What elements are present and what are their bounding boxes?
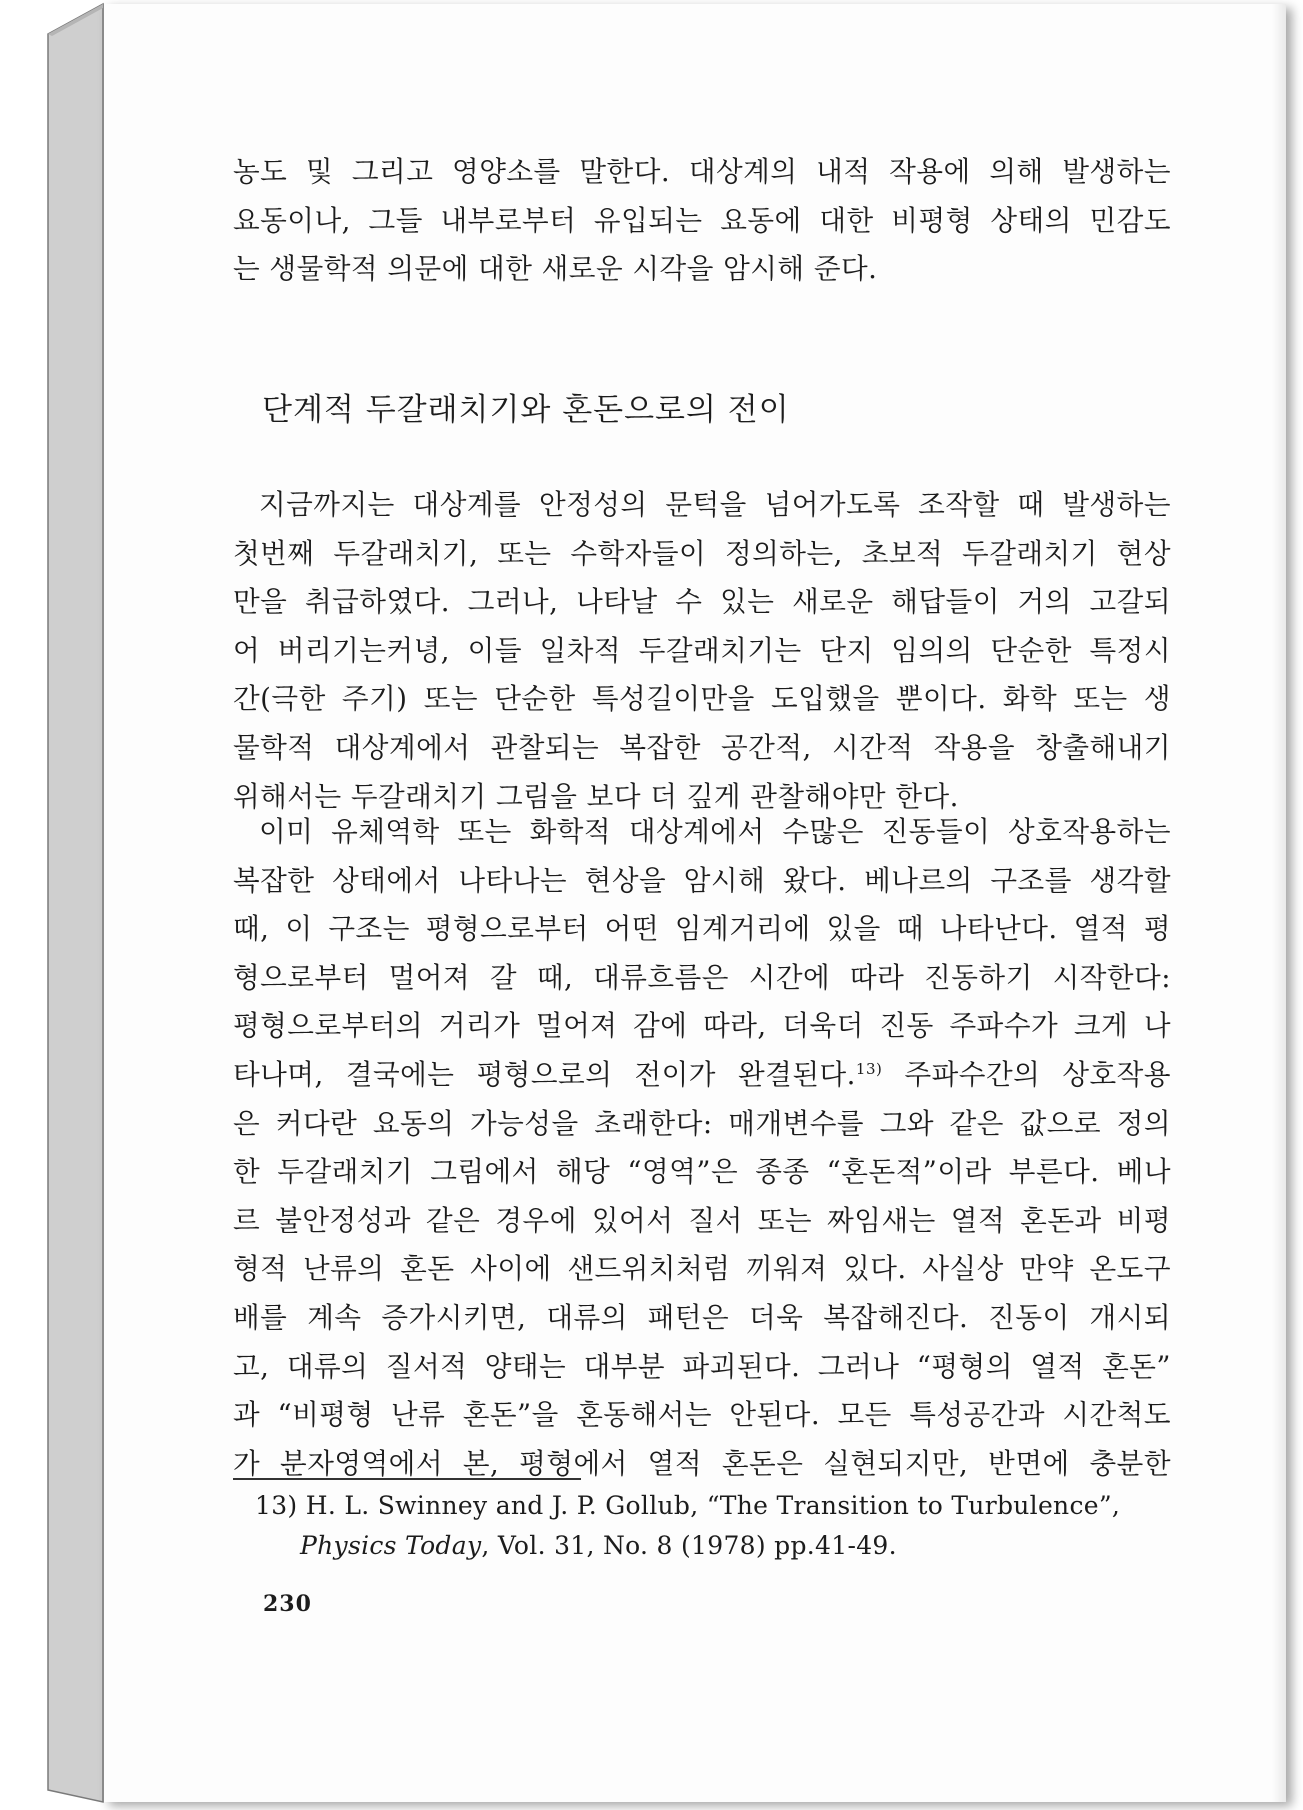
intro-paragraph bbox=[233, 148, 1171, 294]
text-line: 때, 이 구조는 평형으로부터 어떤 임계거리에 있을 때 나타난다. 열적 평 bbox=[233, 912, 1171, 946]
text-line: 이미 유체역학 또는 화학적 대상계에서 수많은 진동들이 상호작용하는 bbox=[259, 815, 1171, 848]
footnote-line bbox=[255, 1486, 1175, 1526]
section-heading: 단계적 두갈래치기와 혼돈으로의 전이 bbox=[262, 392, 790, 428]
text-line: 형으로부터 멀어져 갈 때, 대류흐름은 시간에 따라 진동하기 시작한다: bbox=[233, 960, 1171, 994]
text-line: 어 버리기는커녕, 이들 일차적 두갈래치기는 단지 임의의 단순한 특정시 bbox=[233, 633, 1171, 667]
footnote-line bbox=[255, 1526, 1175, 1566]
footnote-citation: H. L. Swinney and J. P. Gollub, “The Transition to Turbulence”, bbox=[305, 1491, 1121, 1520]
text-line: 과 “비평형 난류 혼돈”을 혼동해서는 안된다. 모든 특성공간과 시간척도 bbox=[233, 1398, 1171, 1432]
text-line: 첫번째 두갈래치기, 또는 수학자들이 정의하는, 초보적 두갈래치기 현상 bbox=[233, 536, 1171, 570]
text-line: 은 커다란 요동의 가능성을 초래한다: 매개변수를 그와 같은 값으로 정의 bbox=[233, 1106, 1171, 1140]
text-line: 형적 난류의 혼돈 사이에 샌드위치처럼 끼워져 있다. 사실상 만약 온도구 bbox=[233, 1252, 1171, 1286]
text-line: 르 불안정성과 같은 경우에 있어서 질서 또는 짜임새는 열적 혼돈과 비평 bbox=[233, 1203, 1171, 1237]
text-line: 배를 계속 증가시키면, 대류의 패턴은 더욱 복잡해진다. 진동이 개시되 bbox=[233, 1300, 1171, 1334]
paragraph-chaos bbox=[233, 808, 1171, 1488]
text-line: 복잡한 상태에서 나타나는 현상을 암시해 왔다. 베나르의 구조를 생각할 bbox=[233, 863, 1171, 897]
text-line-with-footnote-ref bbox=[233, 1051, 1171, 1100]
footnote-reference: 13) bbox=[855, 1059, 883, 1078]
text-line: 가 분자영역에서 본, 평형에서 열적 혼돈은 실현되지만, 반면에 충분한 bbox=[233, 1446, 1171, 1480]
footnote-journal: Physics Today bbox=[300, 1531, 482, 1560]
text-line: 평형으로부터의 거리가 멀어져 감에 따라, 더욱더 진동 주파수가 크게 나 bbox=[233, 1009, 1171, 1043]
text-line: 간(극한 주기) 또는 단순한 특성길이만을 도입했을 뿐이다. 화학 또는 생 bbox=[233, 682, 1171, 716]
footnote-number: 13) bbox=[255, 1491, 298, 1520]
text-line: 물학적 대상계에서 관찰되는 복잡한 공간적, 시간적 작용을 창출해내기 bbox=[233, 730, 1171, 764]
text-line: 요동이나, 그들 내부로부터 유입되는 요동에 대한 비평형 상태의 민감도 bbox=[233, 203, 1171, 237]
footnote-divider bbox=[233, 1478, 581, 1480]
page-edge-shade bbox=[1272, 4, 1286, 1802]
text-line: 위해서는 두갈래치기 그림을 보다 더 깊게 관찰해야만 한다. bbox=[233, 779, 959, 813]
paragraph-bifurcation bbox=[233, 481, 1171, 821]
text-line: 는 생물학적 의문에 대한 새로운 시각을 암시해 준다. bbox=[233, 252, 878, 286]
text-segment: 타나며, 결국에는 평형으로의 전이가 완결된다. bbox=[233, 1057, 856, 1091]
footnote bbox=[255, 1486, 1175, 1566]
text-segment: 주파수간의 상호작용 bbox=[882, 1057, 1171, 1091]
text-line: 한 두갈래치기 그림에서 해당 “영역”은 종종 “혼돈적”이라 부른다. 베나 bbox=[233, 1155, 1171, 1189]
text-line: 만을 취급하였다. 그러나, 나타날 수 있는 새로운 해답들이 거의 고갈되 bbox=[233, 585, 1171, 619]
text-line: 고, 대류의 질서적 양태는 대부분 파괴된다. 그러나 “평형의 열적 혼돈” bbox=[233, 1349, 1171, 1383]
page-number: 230 bbox=[263, 1591, 312, 1617]
text-line: 지금까지는 대상계를 안정성의 문턱을 넘어가도록 조작할 때 발생하는 bbox=[259, 488, 1171, 521]
text-line: 농도 및 그리고 영양소를 말한다. 대상계의 내적 작용에 의해 발생하는 bbox=[233, 155, 1171, 188]
footnote-details: , Vol. 31, No. 8 (1978) pp.41-49. bbox=[481, 1531, 897, 1560]
